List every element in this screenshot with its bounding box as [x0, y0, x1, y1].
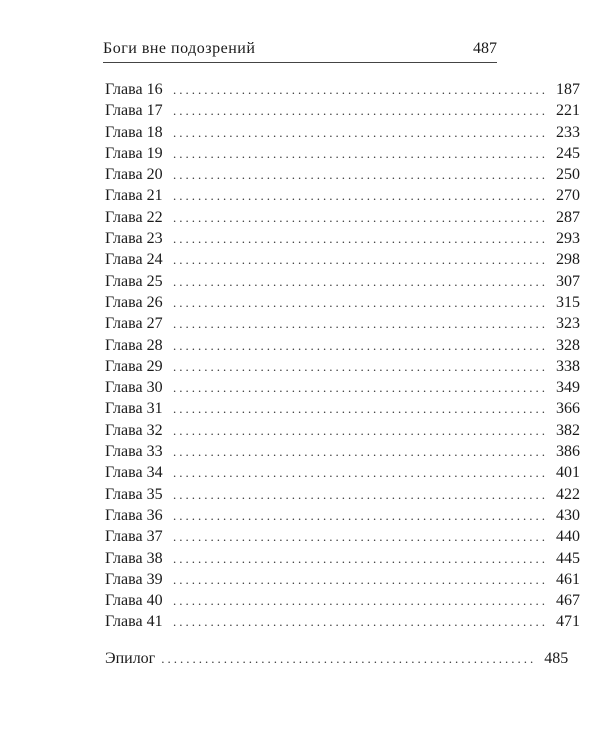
dot-leader: ............................................................: [173, 444, 548, 460]
dot-leader: ............................................................: [173, 145, 548, 161]
toc-entry-label: Глава 17: [105, 102, 163, 120]
dot-leader: ............................................................: [173, 614, 548, 630]
dot-leader: ............................................................: [173, 358, 548, 374]
toc-entry[interactable]: [105, 100, 580, 121]
toc-entry-label: Глава 20: [105, 166, 163, 184]
toc-entry[interactable]: [105, 526, 580, 547]
toc-entry-label: Глава 41: [105, 613, 163, 631]
toc-entry-label: Глава 39: [105, 570, 163, 588]
toc-entry[interactable]: [105, 313, 580, 334]
toc-entry-page: 485: [544, 650, 569, 667]
toc-entry[interactable]: [105, 249, 580, 270]
toc-entry[interactable]: [105, 462, 580, 483]
toc-entry[interactable]: [105, 207, 580, 228]
toc-entry-page: 422: [556, 485, 580, 503]
toc-entry-page: 366: [556, 400, 580, 418]
toc-entry[interactable]: [105, 484, 580, 505]
toc-entry[interactable]: [105, 335, 580, 356]
toc-entry-page: 221: [556, 102, 580, 120]
toc-entry[interactable]: [105, 292, 580, 313]
dot-leader: ............................................................: [173, 294, 548, 310]
toc-entry-page: 386: [556, 443, 580, 461]
dot-leader: ............................................................: [173, 124, 548, 140]
toc-entry[interactable]: [105, 79, 580, 100]
toc-entry-label: Глава 40: [105, 592, 163, 610]
toc-entry-page: 307: [556, 272, 580, 290]
toc-entry-label: Глава 25: [105, 272, 163, 290]
toc-entry-page: 338: [556, 357, 580, 375]
toc-entry[interactable]: [105, 164, 580, 185]
dot-leader: ............................................................: [173, 316, 548, 332]
dot-leader: ............................................................: [173, 486, 548, 502]
toc-entry-label: Глава 38: [105, 549, 163, 567]
dot-leader: ............................................................: [173, 273, 548, 289]
toc-entry-label: Глава 33: [105, 443, 163, 461]
toc-entry-label: Глава 26: [105, 293, 163, 311]
toc-entry[interactable]: [105, 356, 580, 377]
toc-entry-page: 187: [556, 81, 580, 98]
toc-entry-page: 293: [556, 230, 580, 248]
toc-entry-page: 471: [556, 613, 580, 631]
dot-leader: ............................................................: [173, 380, 548, 396]
toc-entry-label: Глава 30: [105, 379, 163, 397]
dot-leader: ............................................................: [173, 529, 548, 545]
toc-entry-label: Глава 32: [105, 421, 163, 439]
toc-entry[interactable]: [105, 590, 580, 611]
toc-entry[interactable]: [105, 505, 580, 526]
toc-entry-label: Эпилог: [105, 650, 156, 667]
toc-epilog: [105, 648, 569, 669]
dot-leader: ............................................................: [161, 651, 537, 666]
table-of-contents: [105, 79, 580, 633]
toc-entry-page: 445: [556, 549, 580, 567]
toc-entry-label: Глава 19: [105, 144, 163, 162]
toc-entry-page: 323: [556, 315, 580, 333]
dot-leader: ............................................................: [173, 401, 548, 417]
page-number: 487: [473, 40, 497, 57]
toc-entry-label: Глава 28: [105, 336, 163, 354]
dot-leader: ............................................................: [173, 465, 548, 481]
dot-leader: ............................................................: [173, 231, 548, 247]
toc-entry-page: 440: [556, 528, 580, 546]
toc-entry-page: 430: [556, 506, 580, 524]
book-title: Боги вне подозрений: [103, 40, 256, 57]
toc-entry[interactable]: [105, 398, 580, 419]
dot-leader: ............................................................: [173, 571, 548, 587]
toc-entry[interactable]: [105, 228, 580, 249]
dot-leader: ............................................................: [173, 337, 548, 353]
toc-entry-epilog[interactable]: [105, 648, 569, 669]
toc-entry-label: Глава 16: [105, 81, 163, 98]
toc-entry-page: 250: [556, 166, 580, 184]
dot-leader: ............................................................: [173, 209, 548, 225]
toc-entry[interactable]: [105, 271, 580, 292]
toc-entry-page: 461: [556, 570, 580, 588]
dot-leader: ............................................................: [173, 167, 548, 183]
toc-entry[interactable]: [105, 185, 580, 206]
dot-leader: ............................................................: [173, 188, 548, 204]
dot-leader: ............................................................: [173, 422, 548, 438]
running-header: [103, 38, 497, 63]
toc-entry-page: 287: [556, 208, 580, 226]
toc-entry-page: 382: [556, 421, 580, 439]
toc-entry-label: Глава 27: [105, 315, 163, 333]
dot-leader: ............................................................: [173, 82, 548, 97]
toc-entry-label: Глава 34: [105, 464, 163, 482]
dot-leader: ............................................................: [173, 550, 548, 566]
toc-entry[interactable]: [105, 143, 580, 164]
toc-entry-label: Глава 37: [105, 528, 163, 546]
toc-entry-page: 315: [556, 293, 580, 311]
toc-entry-page: 233: [556, 123, 580, 141]
dot-leader: ............................................................: [173, 593, 548, 609]
toc-entry-page: 467: [556, 592, 580, 610]
toc-entry-page: 349: [556, 379, 580, 397]
toc-entry[interactable]: [105, 420, 580, 441]
toc-entry[interactable]: [105, 441, 580, 462]
dot-leader: ............................................................: [173, 103, 548, 119]
toc-entry-label: Глава 24: [105, 251, 163, 269]
toc-entry[interactable]: [105, 377, 580, 398]
dot-leader: ............................................................: [173, 507, 548, 523]
toc-entry-label: Глава 22: [105, 208, 163, 226]
toc-entry-page: 298: [556, 251, 580, 269]
toc-entry[interactable]: [105, 611, 580, 632]
toc-entry-label: Глава 18: [105, 123, 163, 141]
toc-entry[interactable]: [105, 548, 580, 569]
toc-entry-page: 245: [556, 144, 580, 162]
toc-entry-label: Глава 29: [105, 357, 163, 375]
toc-entry-label: Глава 23: [105, 230, 163, 248]
toc-entry-label: Глава 35: [105, 485, 163, 503]
toc-entry-label: Глава 31: [105, 400, 163, 418]
dot-leader: ............................................................: [173, 252, 548, 268]
toc-entry-page: 328: [556, 336, 580, 354]
toc-entry-label: Глава 21: [105, 187, 163, 205]
toc-entry-label: Глава 36: [105, 506, 163, 524]
toc-entry-page: 270: [556, 187, 580, 205]
toc-entry[interactable]: [105, 122, 580, 143]
toc-entry-page: 401: [556, 464, 580, 482]
toc-entry[interactable]: [105, 569, 580, 590]
